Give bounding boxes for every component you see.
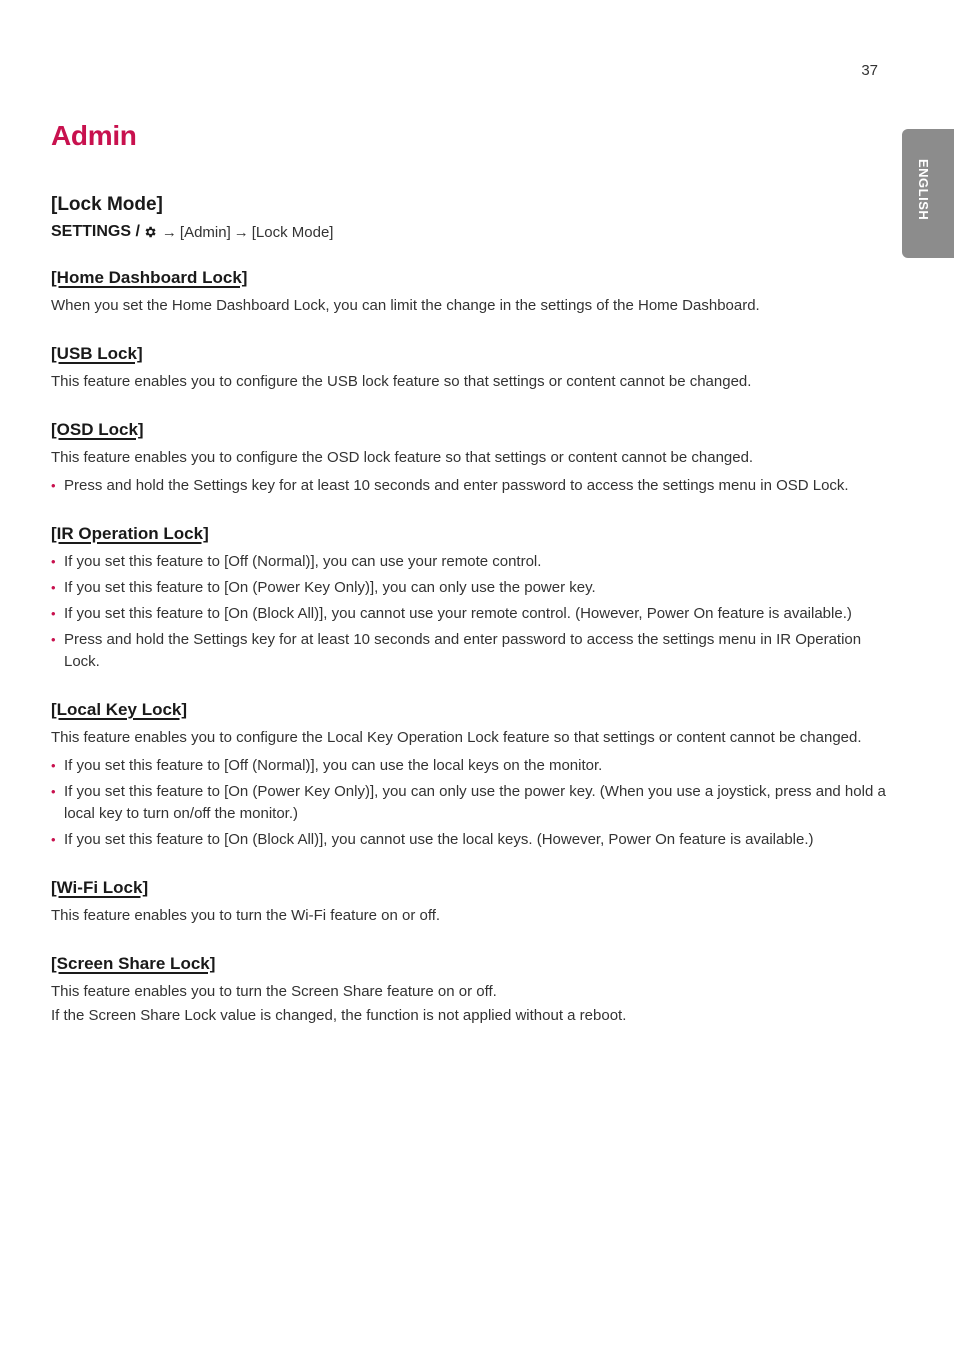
list-item: • If you set this feature to [On (Block All)], you cannot use the local keys. (However, Power On feature is available.) bbox=[51, 829, 886, 851]
section-paragraph: This feature enables you to turn the Wi-Fi feature on or off. bbox=[51, 907, 441, 924]
section-paragraph: This feature enables you to configure the OSD lock feature so that settings or content cannot be changed. bbox=[51, 449, 754, 466]
path-arrow: → bbox=[233, 223, 249, 241]
section-ir-operation-lock bbox=[51, 524, 886, 673]
bullet-list bbox=[51, 755, 886, 851]
section-paragraph: This feature enables you to turn the Screen Share feature on or off. bbox=[51, 983, 497, 1000]
list-item: • Press and hold the Settings key for at least 10 seconds and enter password to access the settings menu in IR Operation Lock. bbox=[51, 629, 886, 673]
list-item: • If you set this feature to [On (Power Key Only)], you can only use the power key. bbox=[51, 577, 886, 599]
section-osd-lock bbox=[51, 420, 886, 497]
section-paragraph: If the Screen Share Lock value is changed, the function is not applied without a reboot. bbox=[51, 1007, 627, 1024]
section-usb-lock bbox=[51, 344, 886, 393]
list-item: • If you set this feature to [Off (Normal)], you can use the local keys on the monitor. bbox=[51, 755, 886, 777]
page-title: Admin bbox=[51, 120, 137, 151]
path-settings: SETTINGS / bbox=[51, 223, 140, 240]
language-tab-label: ENGLISH bbox=[916, 159, 931, 221]
section-title: [Wi-Fi Lock] bbox=[51, 878, 149, 897]
section-paragraph: When you set the Home Dashboard Lock, you can limit the change in the settings of the Home Dashboard. bbox=[51, 297, 760, 314]
section-screen-share-lock bbox=[51, 954, 886, 1027]
section-wifi-lock bbox=[51, 878, 886, 927]
menu-path bbox=[51, 223, 886, 241]
section-title: [IR Operation Lock] bbox=[51, 524, 209, 543]
section-home-dashboard-lock bbox=[51, 268, 886, 317]
list-item: • If you set this feature to [On (Power Key Only)], you can only use the power key. (When you use a joystick, press and hold a local key to turn on/off the monitor.) bbox=[51, 781, 886, 825]
section-title: [Home Dashboard Lock] bbox=[51, 268, 248, 287]
page-content bbox=[51, 120, 886, 1027]
section-title: [OSD Lock] bbox=[51, 420, 144, 439]
bullet-list bbox=[51, 475, 886, 497]
list-item: • Press and hold the Settings key for at least 10 seconds and enter password to access the settings menu in OSD Lock. bbox=[51, 475, 886, 497]
language-tab bbox=[902, 129, 954, 258]
lock-mode-heading: [Lock Mode] bbox=[51, 194, 163, 215]
list-item: • If you set this feature to [Off (Normal)], you can use your remote control. bbox=[51, 551, 886, 573]
bullet-list bbox=[51, 551, 886, 673]
path-arrow: → bbox=[161, 223, 177, 241]
section-local-key-lock bbox=[51, 700, 886, 851]
section-title: [Local Key Lock] bbox=[51, 700, 188, 719]
path-item-lock-mode: [Lock Mode] bbox=[251, 223, 334, 241]
section-paragraph: This feature enables you to configure the Local Key Operation Lock feature so that settings or content cannot be changed. bbox=[51, 729, 862, 746]
path-item-admin: [Admin] bbox=[179, 223, 231, 241]
list-item: • If you set this feature to [On (Block All)], you cannot use your remote control. (However, Power On feature is available.) bbox=[51, 603, 886, 625]
section-title: [USB Lock] bbox=[51, 344, 143, 363]
gear-icon bbox=[143, 225, 157, 239]
section-title: [Screen Share Lock] bbox=[51, 954, 216, 973]
section-paragraph: This feature enables you to configure the USB lock feature so that settings or content cannot be changed. bbox=[51, 373, 752, 390]
page-number: 37 bbox=[861, 62, 878, 79]
